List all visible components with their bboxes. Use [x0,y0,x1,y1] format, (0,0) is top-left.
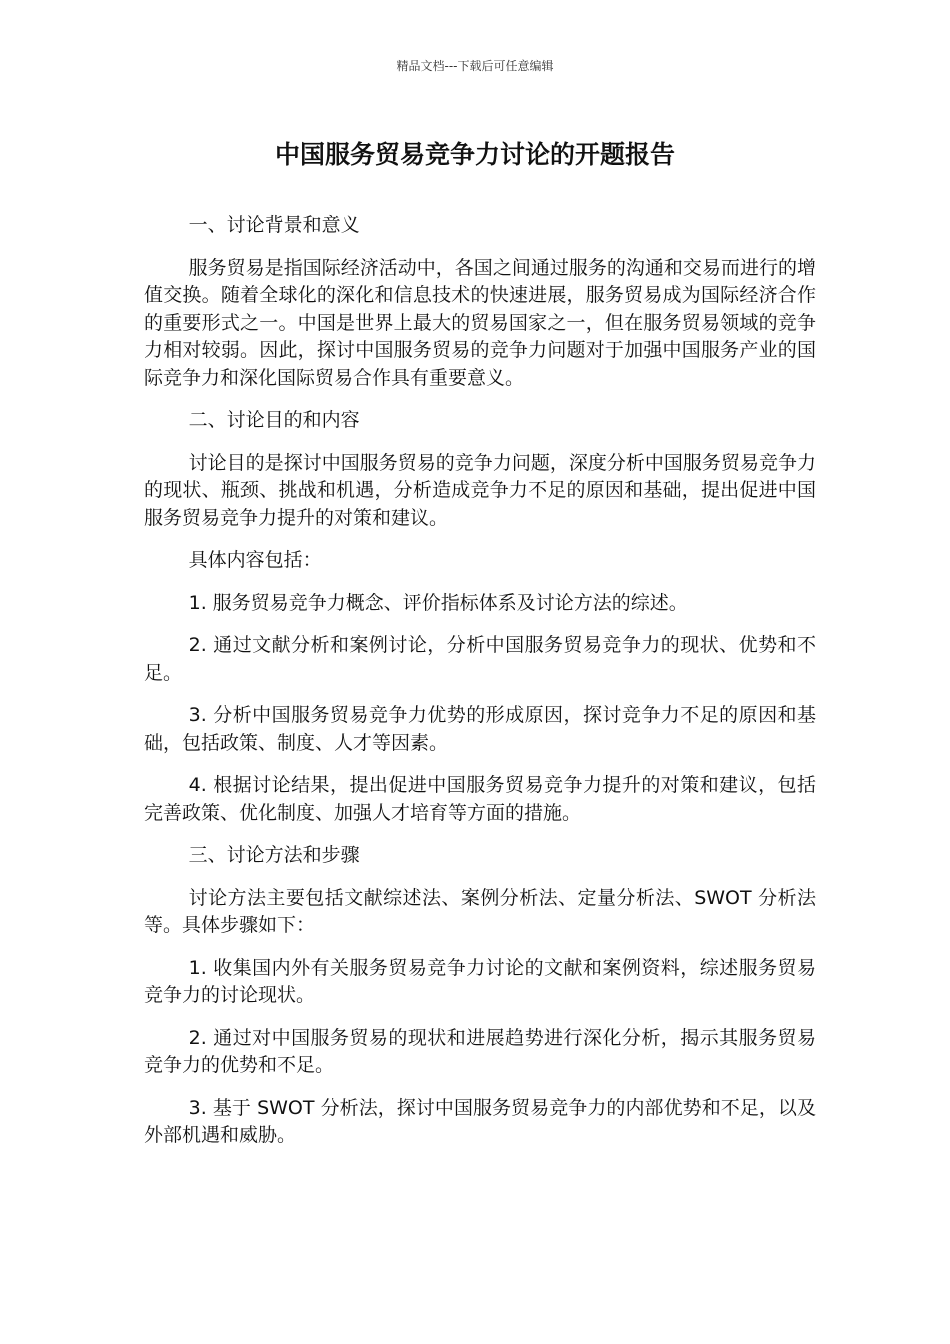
content-item-2: 2. 通过文献分析和案例讨论，分析中国服务贸易竞争力的现状、优势和不足。 [144,634,816,684]
document-body [144,212,816,1165]
section-heading-1: 一、讨论背景和意义 [188,214,360,236]
step-item-2: 2. 通过对中国服务贸易的现状和进展趋势进行深化分析，揭示其服务贸易竞争力的优势和不足。 [144,1026,816,1076]
paragraph-purpose: 讨论目的是探讨中国服务贸易的竞争力问题，深度分析中国服务贸易竞争力的现状、瓶颈、挑战和机遇，分析造成竞争力不足的原因和基础，提出促进中国服务贸易竞争力提升的对策和建议。 [144,451,816,529]
section-heading-3: 三、讨论方法和步骤 [188,844,360,866]
content-item-4: 4. 根据讨论结果，提出促进中国服务贸易竞争力提升的对策和建议，包括完善政策、优化制度、加强人才培育等方面的措施。 [144,774,816,824]
content-intro: 具体内容包括： [188,549,322,571]
section-heading-2: 二、讨论目的和内容 [188,409,360,431]
content-item-3: 3. 分析中国服务贸易竞争力优势的形成原因，探讨竞争力不足的原因和基础，包括政策、制度、人才等因素。 [144,704,816,754]
page-title: 中国服务贸易竞争力讨论的开题报告 [274,140,675,169]
content-item-1: 1. 服务贸易竞争力概念、评价指标体系及讨论方法的综述。 [188,591,688,614]
paragraph-methods: 讨论方法主要包括文献综述法、案例分析法、定量分析法、SWOT 分析法等。具体步骤如下： [144,886,816,936]
step-item-1: 1. 收集国内外有关服务贸易竞争力讨论的文献和案例资料，综述服务贸易竞争力的讨论现状。 [144,956,816,1006]
paragraph-background: 服务贸易是指国际经济活动中，各国之间通过服务的沟通和交易而进行的增值交换。随着全球化的深化和信息技术的快速进展，服务贸易成为国际经济合作的重要形式之一。中国是世界上最大的贸易国家之一，但在服务贸易领域的竞争力相对较弱。因此，探讨中国服务贸易的竞争力问题对于加强中国服务产业的国际竞争力和深化国际贸易合作具有重要意义。 [144,256,816,389]
header-note: 精品文档---下载后可任意编辑 [396,59,554,73]
step-item-3: 3. 基于 SWOT 分析法，探讨中国服务贸易竞争力的内部优势和不足，以及外部机遇和威胁。 [144,1096,816,1146]
